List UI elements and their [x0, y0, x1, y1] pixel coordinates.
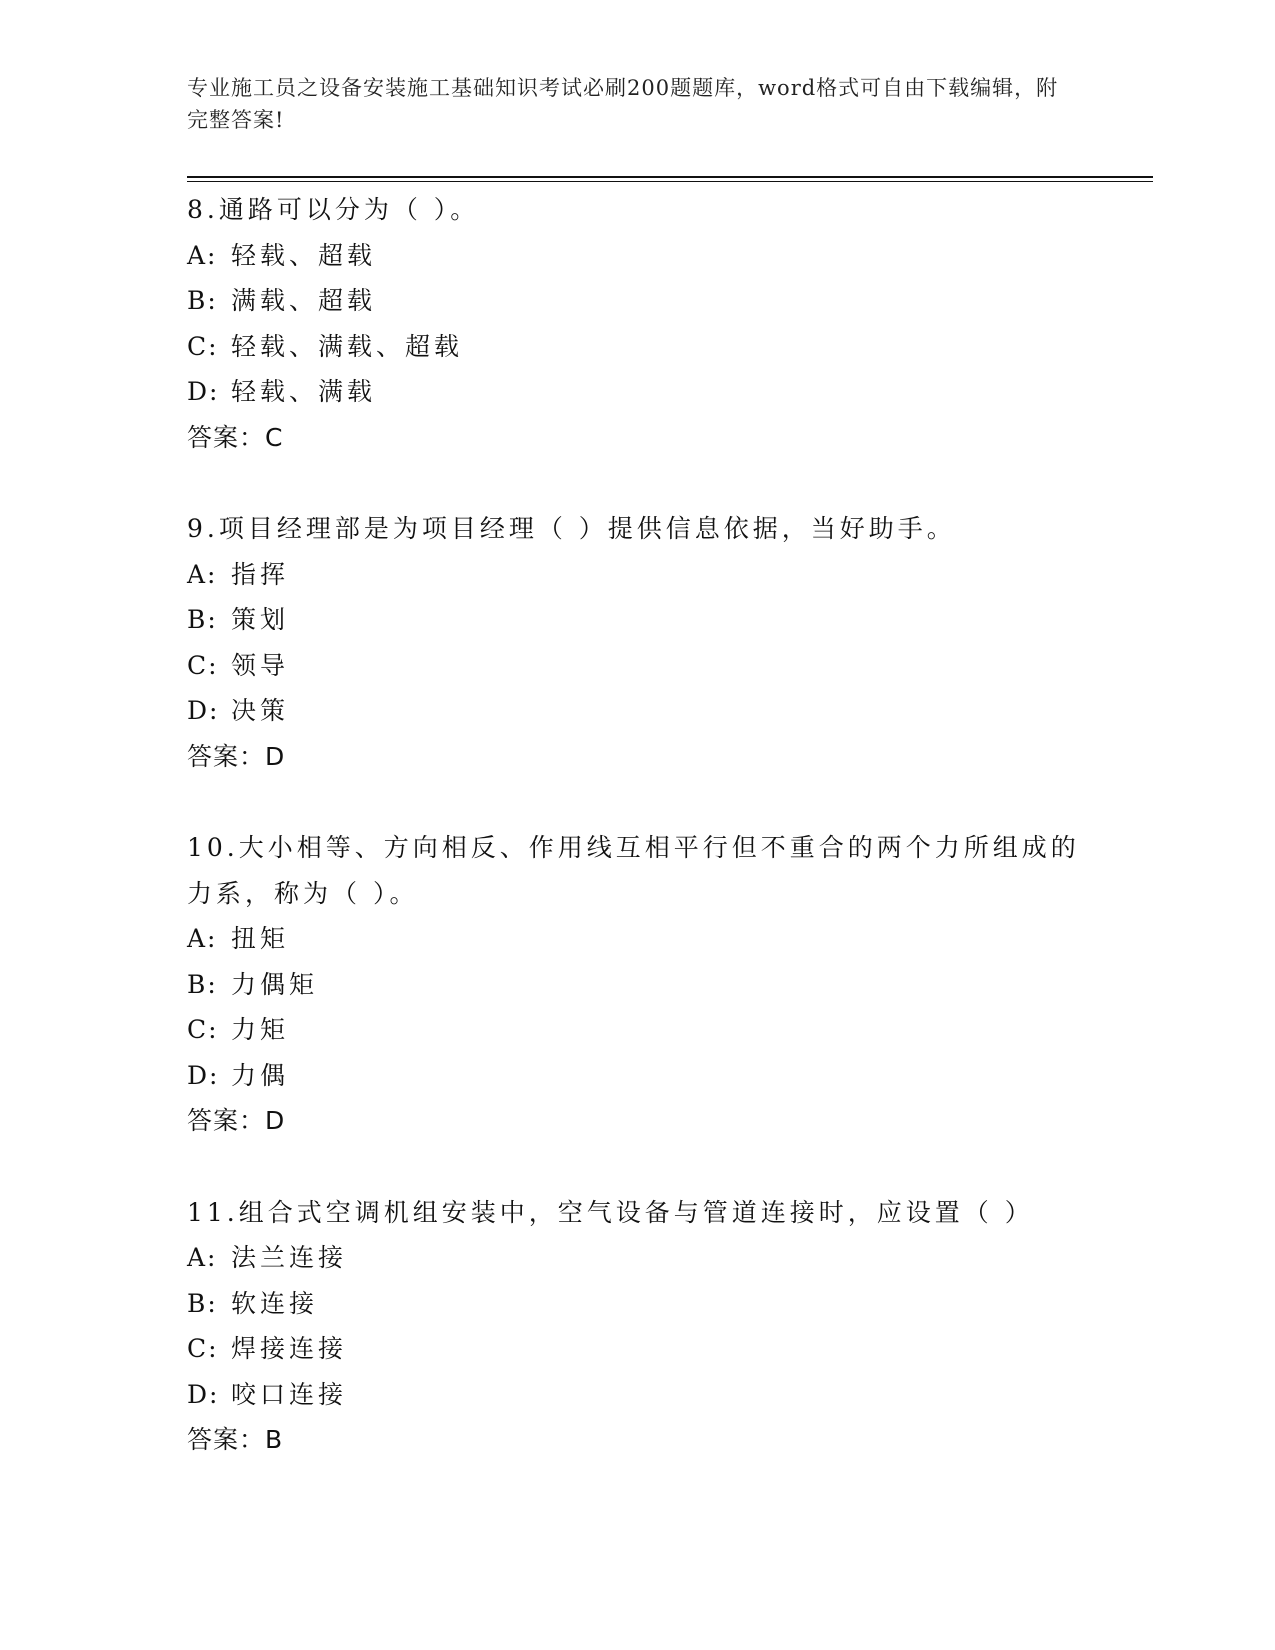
option-letter: B: — [187, 286, 218, 315]
option-letter: A: — [187, 924, 218, 953]
question-list — [187, 187, 1087, 1509]
option-a — [187, 552, 1087, 598]
option-c — [187, 643, 1087, 689]
option-text: 软连接 — [231, 1288, 319, 1318]
option-c — [187, 324, 1087, 370]
option-letter: C: — [187, 331, 219, 361]
option-letter: D: — [187, 377, 220, 406]
option-text: 法兰连接 — [231, 1243, 348, 1272]
option-b — [187, 278, 1087, 324]
option-letter: C: — [187, 1334, 219, 1363]
question-stem: 11.组合式空调机组安装中，空气设备与管道连接时，应设置（ ） — [187, 1197, 1034, 1227]
option-c — [187, 1007, 1087, 1053]
answer-label: 答案： — [187, 741, 266, 771]
option-text: 策划 — [231, 605, 290, 634]
answer-line — [187, 1417, 1087, 1463]
option-letter: B: — [187, 1288, 218, 1318]
option-letter: D: — [187, 696, 220, 725]
option-text: 力偶 — [231, 1060, 290, 1090]
option-text: 轻载、满载 — [231, 377, 377, 406]
option-letter: A: — [187, 240, 218, 270]
option-text: 力矩 — [231, 1015, 290, 1044]
option-text: 决策 — [231, 696, 290, 725]
question-stem: 10.大小相等、方向相反、作用线互相平行但不重合的两个力所组成的力系，称为（ ）。 — [187, 833, 1080, 908]
option-text: 满载、超载 — [231, 286, 377, 315]
answer-value: C — [265, 422, 284, 452]
question-11 — [187, 1190, 1087, 1463]
option-text: 指挥 — [231, 559, 290, 589]
question-stem: 9.项目经理部是为项目经理（ ）提供信息依据，当好助手。 — [187, 514, 956, 543]
question-9 — [187, 506, 1087, 779]
option-d — [187, 1053, 1087, 1099]
option-letter: D: — [187, 1379, 220, 1409]
answer-line — [187, 1098, 1087, 1144]
answer-label: 答案： — [187, 1106, 266, 1135]
option-letter: A: — [187, 559, 218, 589]
option-a — [187, 1235, 1087, 1281]
option-text: 领导 — [231, 650, 290, 680]
answer-line — [187, 415, 1087, 461]
answer-line — [187, 734, 1087, 780]
header-divider-thick — [187, 176, 1153, 178]
option-letter: B: — [187, 605, 218, 634]
option-text: 焊接连接 — [231, 1334, 348, 1363]
option-letter: A: — [187, 1243, 218, 1272]
option-a — [187, 233, 1087, 279]
header-divider-thin — [187, 181, 1153, 182]
option-d — [187, 688, 1087, 734]
option-d — [187, 1372, 1087, 1418]
option-text: 力偶矩 — [231, 969, 319, 999]
option-b — [187, 597, 1087, 643]
option-letter: D: — [187, 1060, 220, 1090]
question-stem: 8.通路可以分为（ ）。 — [187, 195, 480, 224]
answer-value: B — [265, 1425, 284, 1454]
answer-value: D — [265, 741, 286, 771]
question-8 — [187, 187, 1087, 460]
option-letter: C: — [187, 650, 219, 680]
option-text: 轻载、超载 — [231, 240, 377, 270]
question-10 — [187, 825, 1087, 1144]
option-text: 轻载、满载、超载 — [231, 331, 464, 361]
option-text: 扭矩 — [231, 924, 290, 953]
answer-label: 答案： — [187, 1425, 266, 1454]
option-d — [187, 369, 1087, 415]
option-letter: C: — [187, 1015, 219, 1044]
option-text: 咬口连接 — [231, 1379, 348, 1409]
option-letter: B: — [187, 969, 218, 999]
option-b — [187, 962, 1087, 1008]
option-a — [187, 916, 1087, 962]
option-b — [187, 1281, 1087, 1327]
answer-label: 答案： — [187, 422, 266, 452]
document-header: 专业施工员之设备安装施工基础知识考试必刷200题题库，word格式可自由下载编辑，附完整答案! — [187, 76, 1059, 132]
answer-value: D — [265, 1106, 286, 1135]
option-c — [187, 1326, 1087, 1372]
